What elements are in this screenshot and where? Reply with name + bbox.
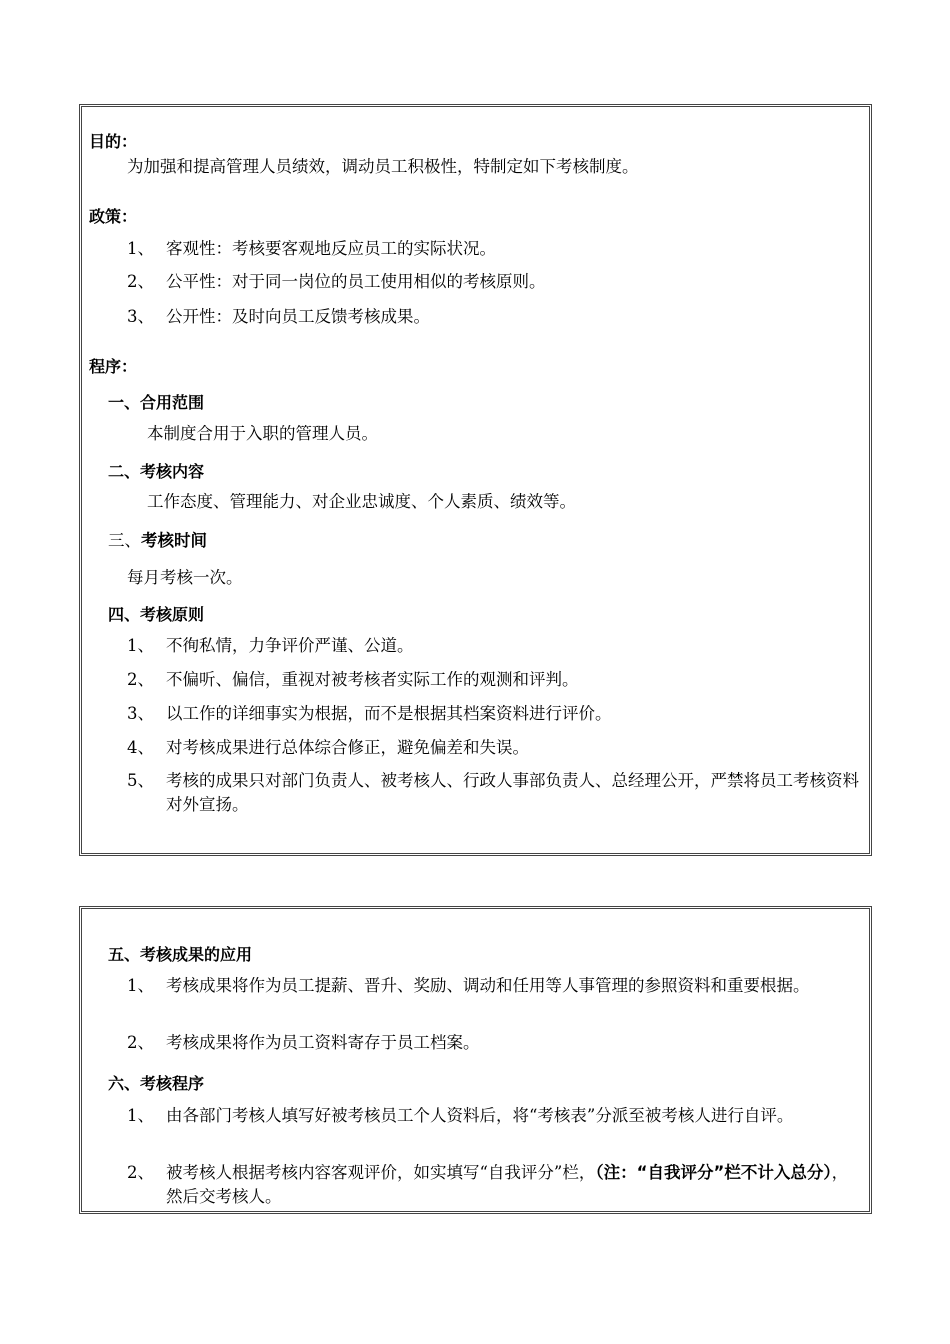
s4-item-4-num: 4、 <box>127 738 154 757</box>
s5-item-2-text: 考核成果将作为员工资料寄存于员工档案。 <box>166 1033 480 1052</box>
s4-item-3-num: 3、 <box>127 704 154 723</box>
policy-item-1-text: 客观性：考核要客观地反应员工的实际状况。 <box>166 239 496 258</box>
policy-item-3-num: 3、 <box>127 307 154 326</box>
s4-item-4-text: 对考核成果进行总体综合修正，避免偏差和失误。 <box>166 738 529 757</box>
purpose-text: 为加强和提高管理人员绩效，调动员工积极性，特制定如下考核制度。 <box>127 157 639 176</box>
section-1-text: 本制度合用于入职的管理人员。 <box>147 424 378 443</box>
s4-item-1-num: 1、 <box>127 636 154 655</box>
section-6-title: 六、考核程序 <box>108 1074 205 1093</box>
section-4-title: 四、考核原则 <box>108 605 205 624</box>
section-5-title: 五、考核成果的应用 <box>108 945 253 964</box>
s6-item-2-text-a: 被考核人根据考核内容客观评价，如实填写“自我评分”栏， <box>166 1163 596 1182</box>
s5-item-1-num: 1、 <box>127 976 154 995</box>
procedure-heading: 程序： <box>89 357 138 376</box>
section-3-title-text: 考核时间 <box>141 531 207 550</box>
s6-item-1-num: 1、 <box>127 1106 154 1125</box>
policy-item-1-num: 1、 <box>127 239 154 258</box>
s6-item-2-num: 2、 <box>127 1163 154 1182</box>
s4-item-5-text: 考核的成果只对部门负责人、被考核人、行政人事部负责人、总经理公开，严禁将员工考核资料对外宣扬。 <box>166 771 859 814</box>
section-2-text: 工作态度、管理能力、对企业忠诚度、个人素质、绩效等。 <box>147 492 576 511</box>
s5-item-1-text: 考核成果将作为员工提薪、晋升、奖励、调动和任用等人事管理的参照资料和重要根据。 <box>166 976 810 995</box>
s6-item-2-text-b: ，然后交考核人。 <box>166 1163 849 1206</box>
section-3-title <box>108 531 207 551</box>
s4-item-1-text: 不徇私情，力争评价严谨、公道。 <box>166 636 414 655</box>
section-3-text: 每月考核一次。 <box>127 568 243 587</box>
s6-item-1-text: 由各部门考核人填写好被考核员工个人资料后，将“考核表”分派至被考核人进行自评。 <box>166 1106 794 1125</box>
s5-item-2-num: 2、 <box>127 1033 154 1052</box>
section-1-title: 一、合用范围 <box>108 393 205 412</box>
policy-item-2-text: 公平性：对于同一岗位的员工使用相似的考核原则。 <box>166 272 546 291</box>
purpose-heading: 目的： <box>89 132 138 151</box>
policy-item-3-text: 公开性：及时向员工反馈考核成果。 <box>166 307 430 326</box>
s6-item-2-note: （注：“自我评分”栏不计入总分） <box>595 1163 832 1182</box>
s4-item-2-num: 2、 <box>127 670 154 689</box>
section-3-prefix: 三、 <box>108 531 141 550</box>
section-2-title: 二、考核内容 <box>108 462 205 481</box>
policy-item-2-num: 2、 <box>127 272 154 291</box>
s6-item-2-text <box>166 1161 860 1209</box>
policy-heading: 政策： <box>89 207 138 226</box>
s4-item-5-num: 5、 <box>127 771 154 790</box>
s4-item-3-text: 以工作的详细事实为根据，而不是根据其档案资料进行评价。 <box>166 704 612 723</box>
s4-item-2-text: 不偏听、偏信，重视对被考核者实际工作的观测和评判。 <box>166 670 579 689</box>
